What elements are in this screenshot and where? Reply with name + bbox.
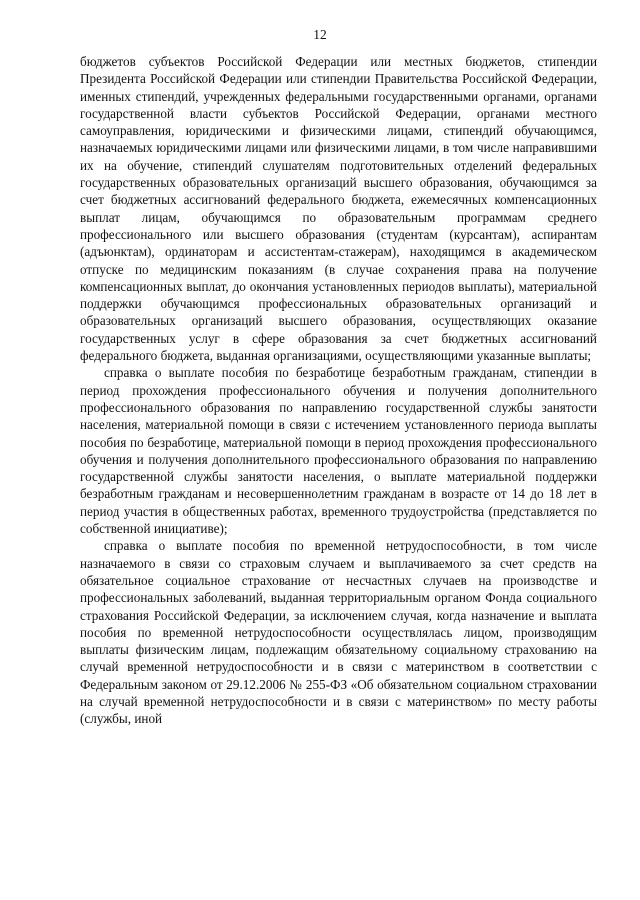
paragraph-continuation-scholarships: бюджетов субъектов Российской Федерации или местных бюджетов, стипендии Президента Российской Федерации или стипендии Правительства Российской Федерации, именных стипендий, учрежденных федеральными государственными органами, органами государственной власти субъектов Российской Федерации, органами местного самоуправления, юридическими и физическими лицами, стипендий обучающимся, назначаемых юридическими лицами или физическими лицами, в том числе направившими их на обучение, стипендий слушателям подготовительных отделений федеральных государственных образовательных организаций высшего образования, обучающимся за счет бюджетных ассигнований федерального бюджета, ежемесячных компенсационных выплат лицам, обучающимся по образовательным программам среднего профессионального или высшего образования (студентам (курсантам), аспирантам (адъюнктам), ординаторам и ассистентам-стажерам), находящимся в академическом отпуске по медицинским показаниям (в случае сохранения права на получение компенсационных выплат, до окончания установленных периодов выплаты), материальной поддержки обучающимся профессиональных образовательных организаций и образовательных организаций высшего образования, осуществляющих оказание государственных услуг в сфере образования за счет бюджетных ассигнований федерального бюджета, выданная организациями, осуществляющими указанные выплаты; xyxy=(80,54,597,364)
paragraph-unemployment-benefit-certificate: справка о выплате пособия по безработице безработным гражданам, стипендии в период прохождения профессионального обучения и получения дополнительного профессионального образования по направлению государственной службы занятости населения, материальной помощи в связи с истечением установленного периода выплаты пособия по безработице, материальной помощи в период прохождения профессионального обучения и получения дополнительного профессионального образования по направлению государственной службы занятости населения, о выплате материальной поддержки безработным гражданам и несовершеннолетним гражданам в возрасте от 14 до 18 лет в период участия в общественных работах, временного трудоустройства (представляется по собственной инициативе); xyxy=(80,365,597,537)
page-number: 12 xyxy=(313,27,327,42)
paragraph-temporary-disability-certificate: справка о выплате пособия по временной нетрудоспособности, в том числе назначаемого в связи со страховым случаем и выплачиваемого за счет средств на обязательное социальное страхование от несчастных случаев на производстве и профессиональных заболеваний, выданная территориальным органом Фонда социального страхования Российской Федерации, за исключением случая, когда назначение и выплата пособия по временной нетрудоспособности осуществлялась лицом, производящим выплаты физическим лицам, подлежащим обязательному социальному страхованию на случай временной нетрудоспособности и в связи с материнством в соответствии с Федеральным законом от 29.12.2006 № 255-ФЗ «Об обязательном социальном страховании на случай временной нетрудоспособности и в связи с материнством» по месту работы (службы, иной xyxy=(80,538,597,727)
document-body xyxy=(80,53,597,728)
